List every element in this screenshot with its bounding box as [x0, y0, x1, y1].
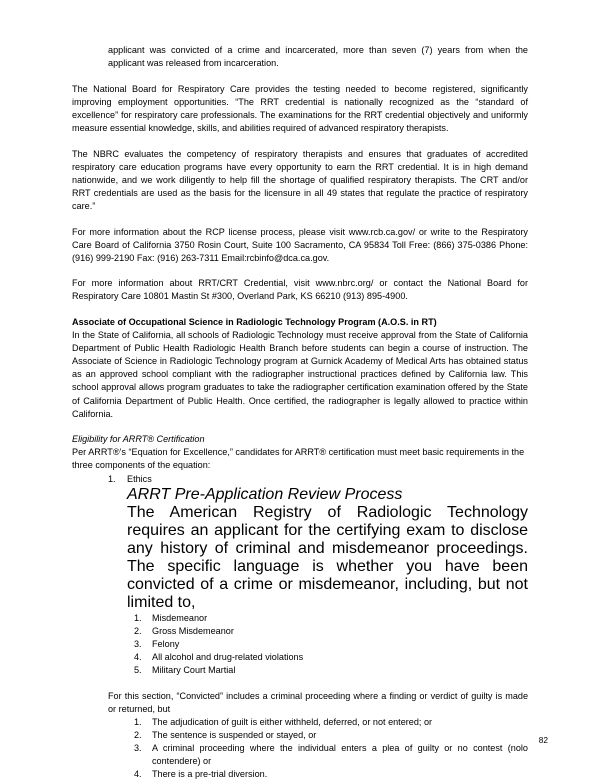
heading-aos-radiologic-technology: Associate of Occupational Science in Radiologic Technology Program (A.O.S. in RT) [72, 317, 437, 327]
ordered-list-components [72, 473, 528, 486]
list-item-number: 2. [134, 625, 142, 636]
list-item-ethics [72, 473, 528, 486]
paragraph-nbrc-testing: The National Board for Respiratory Care provides the testing needed to become registered, significantly improving employment opportunities. “The RRT credential is nationally recognized as the “standard of excellence” for respiratory care professionals. The examinations for the RRT credential objectively and uniformly measure essential knowledge, skills, and abilities required of advanced respiratory therapists. [72, 83, 528, 133]
list-item [72, 742, 528, 768]
paragraph-nbrc-evaluates: The NBRC evaluates the competency of respiratory therapists and ensures that graduates of accredited respiratory care education programs have every opportunity to earn the RRT credential. It is in high demand nationwide, and we work diligently to help fill the shortage of qualified respiratory therapists. The CRT and/or RRT credentials are used as the basis for the licensure in all 49 states that regulate the practice of respiratory care.” [72, 148, 528, 211]
list-item-number: 1. [108, 473, 116, 484]
list-item [72, 625, 528, 638]
paragraph-equation-line1: Per ARRT®’s “Equation for Excellence,” candidates for ARRT® certification must meet basic requirements in the [72, 447, 525, 458]
list-item-number: 1. [134, 612, 142, 623]
page-content [72, 44, 528, 781]
list-item-label: Gross Misdemeanor [152, 625, 234, 636]
list-item-label: All alcohol and drug-related violations [152, 651, 304, 662]
paragraph-nbrc-contact: For more information about RRT/CRT Credential, visit www.nbrc.org/ or contact the National Board for Respiratory Care 10801 Mastin St #300, Overland Park, KS 66210 (913) 895-4900. [72, 278, 528, 302]
list-item-label: A criminal proceeding where the individual enters a plea of guilty or no contest (nolo contendere) or [152, 742, 528, 767]
list-item-label: Misdemeanor [152, 612, 208, 623]
ethics-detail-block [72, 486, 528, 612]
list-item [72, 768, 528, 781]
list-item-label: There is a pre-trial diversion. [152, 769, 268, 780]
paragraph-aos-rt-body: In the State of California, all schools of Radiologic Technology must receive approval from the State of California Department of Public Health Radiologic Health Branch before students can begin a course of instruction. The Associate of Science in Radiologic Technology program at Gurnick Academy of Medical Arts has obtained status as an approved school compliant with the radiographer instructional practices defined by California law. This school approval allows program graduates to take the radiographer certification examination offered by the State of California Department of Public Health. Once certified, the radiographer is legally allowed to practice within California. [72, 330, 528, 419]
list-item-label: The adjudication of guilt is either withheld, deferred, or not entered; or [152, 716, 433, 727]
spacer [72, 677, 528, 690]
list-item-label: Military Court Martial [152, 665, 236, 675]
list-item-label: Ethics [127, 473, 152, 484]
list-item [72, 664, 528, 677]
list-item-label: The sentence is suspended or stayed, or [152, 729, 317, 740]
ordered-list-convicted-conditions [72, 716, 528, 781]
list-item-number: 4. [134, 769, 142, 780]
list-item-label: Felony [152, 638, 180, 649]
paragraph-arrt-disclosure: The American Registry of Radiologic Technology requires an applicant for the certifying exam to disclose any history of criminal and misdemeanor proceedings. The specific language is whether you have been convicted of a crime or misdemeanor, including, but not limited to, [127, 503, 528, 611]
list-item-number: 3. [134, 638, 142, 649]
list-item [72, 716, 528, 729]
page-number: 82 [538, 735, 548, 745]
list-item-number: 3. [134, 742, 142, 753]
ordered-list-offenses [72, 612, 528, 677]
list-item [72, 638, 528, 651]
convicted-definition-block [72, 690, 528, 716]
list-item-number: 2. [134, 729, 142, 740]
paragraph-rcp-contact: For more information about the RCP license process, please visit www.rcb.ca.gov/ or write to the Respiratory Care Board of California 3750 Rosin Court, Suite 100 Sacramento, CA 95834 Toll Free: (866) 375-0386 Phone: (916) 999-2190 Fax: (916) 263-7311 Email:rcbinfo@dca.ca.gov. [72, 226, 528, 263]
list-item-number: 5. [134, 665, 142, 675]
paragraph-convicted-definition: For this section, “Convicted” includes a criminal proceeding where a finding or verdict of guilty is made or returned, but [108, 690, 528, 714]
list-item-number: 4. [134, 651, 142, 662]
paragraph-incarceration: applicant was convicted of a crime and incarcerated, more than seven (7) years from when the applicant was released from incarceration. [108, 45, 528, 69]
heading-eligibility-arrt: Eligibility for ARRT® Certification [72, 434, 205, 445]
paragraph-equation-line2: three components of the equation: [72, 460, 211, 471]
heading-arrt-pre-application-review: ARRT Pre-Application Review Process [127, 485, 403, 503]
list-item-number: 1. [134, 716, 142, 727]
list-item [72, 612, 528, 625]
list-item [72, 651, 528, 664]
